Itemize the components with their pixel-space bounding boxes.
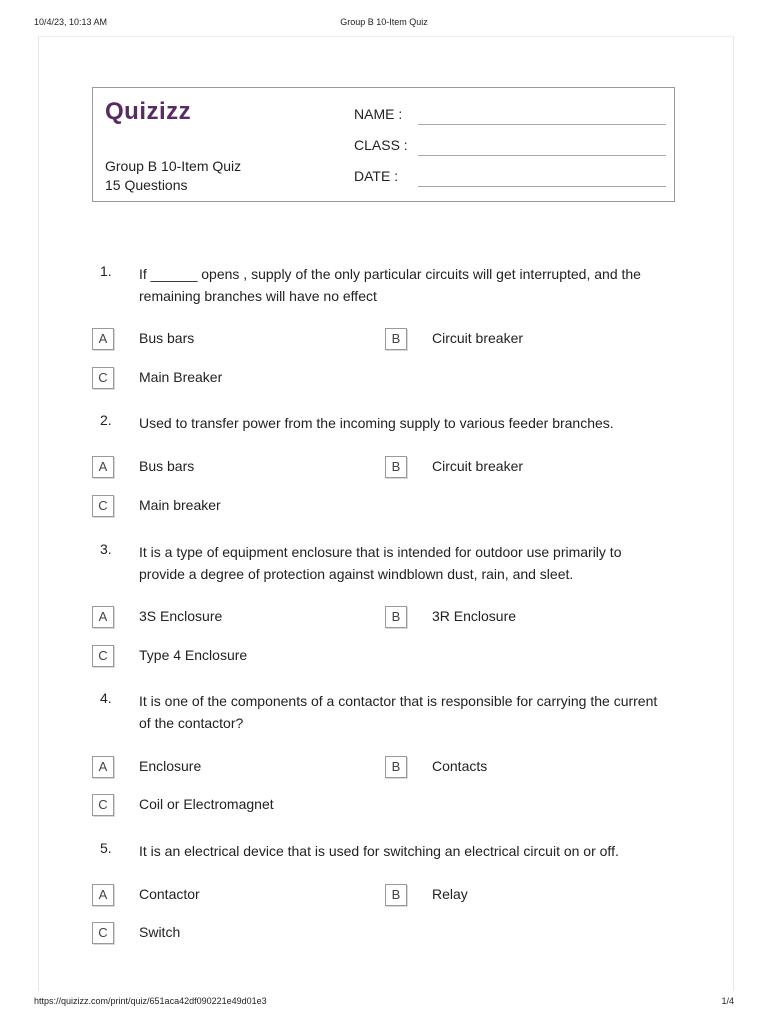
- option-letter-box: C: [92, 922, 114, 944]
- option-letter-box: C: [92, 645, 114, 667]
- quiz-header-box: [92, 87, 675, 202]
- question-number: 1.: [100, 263, 112, 279]
- question-text: It is one of the components of a contactor that is responsible for carrying the current of the contactor?: [139, 693, 658, 731]
- option-letter-box: B: [385, 884, 407, 906]
- print-header: [34, 17, 734, 31]
- question-number: 4.: [100, 690, 112, 706]
- option-letter-box: C: [92, 794, 114, 816]
- date-field: [354, 168, 666, 188]
- option-text: Switch: [139, 924, 181, 940]
- option-letter-box: A: [92, 456, 114, 478]
- date-line: [418, 186, 666, 187]
- date-label: DATE :: [354, 168, 399, 184]
- question-text: It is a type of equipment enclosure that is intended for outdoor use primarily to provide a degree of protection against windblown dust, rain, and sleet.: [139, 544, 622, 582]
- question-text: If ______ opens , supply of the only particular circuits will get interrupted, and the remaining branches will have no effect: [139, 266, 641, 304]
- option-letter-box: C: [92, 367, 114, 389]
- option-letter-box: B: [385, 328, 407, 350]
- quiz-title: Group B 10-Item Quiz: [105, 158, 242, 174]
- option-letter-box: A: [92, 606, 114, 628]
- quizizz-logo: Quizizz: [105, 98, 192, 125]
- question-number: 3.: [100, 541, 112, 557]
- name-label: NAME :: [354, 106, 403, 122]
- option-text: Coil or Electromagnet: [139, 796, 274, 812]
- option-letter-box: B: [385, 606, 407, 628]
- name-line: [418, 124, 666, 125]
- question-count: 15 Questions: [105, 177, 188, 193]
- option-text: 3R Enclosure: [432, 608, 517, 624]
- option-text: Circuit breaker: [432, 458, 524, 474]
- page-number: 1/4: [721, 996, 734, 1006]
- option-text: Bus bars: [139, 330, 195, 346]
- print-footer: [34, 996, 734, 1010]
- name-field: [354, 106, 666, 126]
- option-letter-box: A: [92, 884, 114, 906]
- option-text: Bus bars: [139, 458, 195, 474]
- class-label: CLASS :: [354, 137, 408, 153]
- option-letter-box: A: [92, 756, 114, 778]
- print-title: Group B 10-Item Quiz: [340, 17, 428, 27]
- option-text: Contacts: [432, 758, 488, 774]
- class-line: [418, 155, 666, 156]
- option-text: Enclosure: [139, 758, 202, 774]
- print-datetime: 10/4/23, 10:13 AM: [34, 17, 108, 27]
- option-text: Main breaker: [139, 497, 221, 513]
- option-text: Relay: [432, 886, 468, 902]
- print-url: https://quizizz.com/print/quiz/651aca42df090221e49d01e3: [34, 996, 267, 1006]
- question-number: 2.: [100, 412, 112, 428]
- option-text: 3S Enclosure: [139, 608, 223, 624]
- option-letter-box: A: [92, 328, 114, 350]
- option-letter-box: B: [385, 756, 407, 778]
- option-text: Type 4 Enclosure: [139, 647, 248, 663]
- option-letter-box: C: [92, 495, 114, 517]
- question-text: Used to transfer power from the incoming supply to various feeder branches.: [139, 415, 614, 431]
- question-number: 5.: [100, 840, 112, 856]
- class-field: [354, 137, 666, 157]
- question-text: It is an electrical device that is used for switching an electrical circuit on or off.: [139, 843, 619, 859]
- option-text: Main Breaker: [139, 369, 223, 385]
- option-text: Contactor: [139, 886, 200, 902]
- option-letter-box: B: [385, 456, 407, 478]
- option-text: Circuit breaker: [432, 330, 524, 346]
